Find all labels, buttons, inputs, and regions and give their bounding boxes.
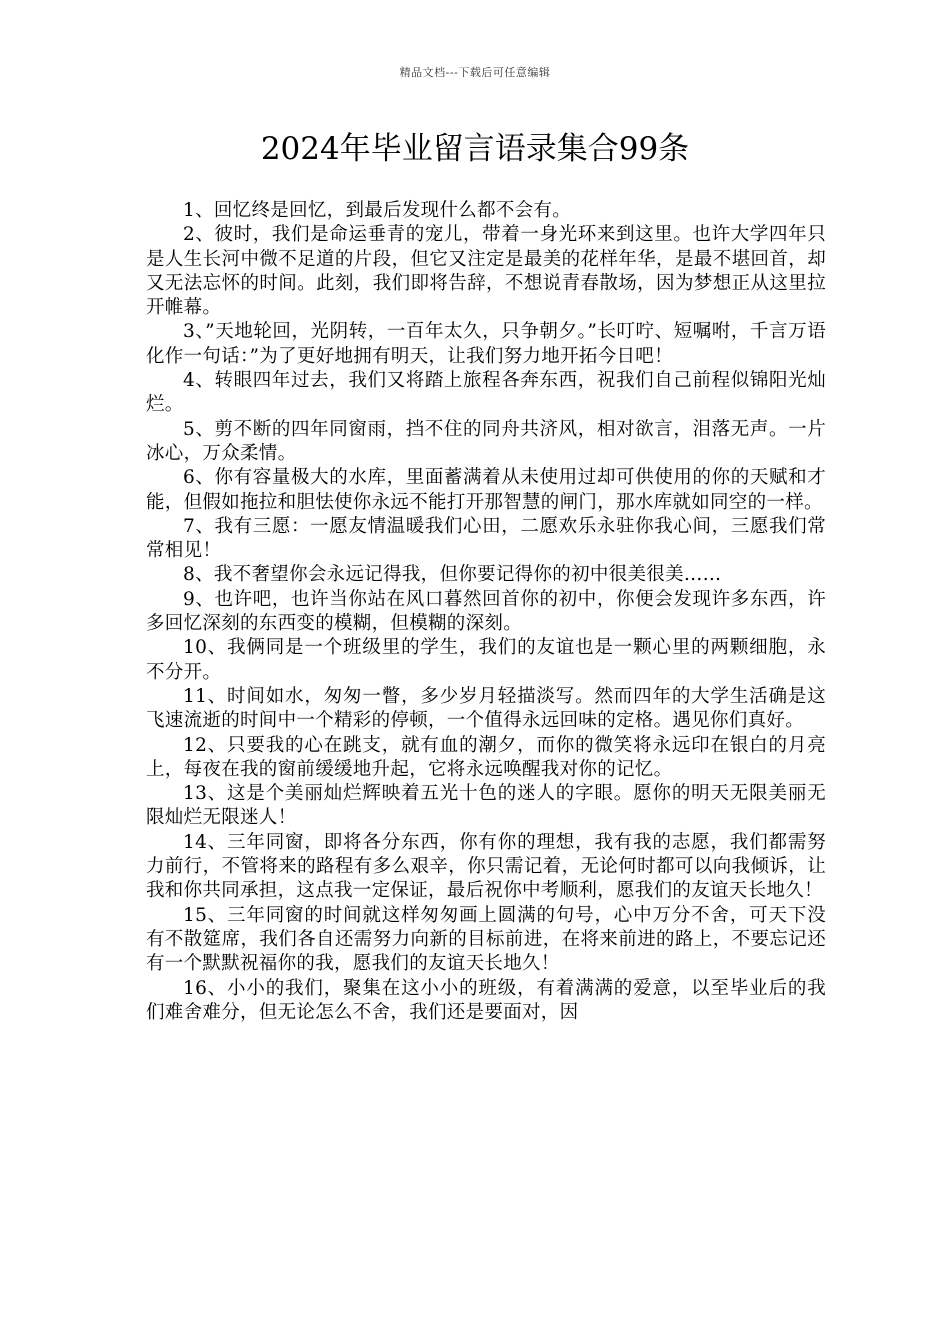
paragraph-5: 5、剪不断的四年同窗雨，挡不住的同舟共济风，相对欲言，泪落无声。一片冰心，万众柔情。: [146, 418, 826, 464]
paragraph-3: 3、”天地轮回，光阴转，一百年太久，只争朝夕。”长叮咛、短嘱咐，千言万语化作一句话：”为了更好地拥有明天，让我们努力地开拓今日吧！: [146, 321, 826, 367]
paragraph-14: 14、三年同窗，即将各分东西，你有你的理想，我有我的志愿，我们都需努力前行，不管将来的路程有多么艰辛，你只需记着，无论何时都可以向我倾诉，让我和你共同承担，这点我一定保证，最后祝你中考顺利，愿我们的友谊天长地久！: [146, 831, 826, 902]
document-title: 2024年毕业留言语录集合99条: [260, 131, 690, 167]
paragraph-16: 16、小小的我们，聚集在这小小的班级，有着满满的爱意，以至毕业后的我们难舍难分，但无论怎么不舍，我们还是要面对，因: [146, 977, 826, 1023]
paragraph-10: 10、我俩同是一个班级里的学生，我们的友谊也是一颗心里的两颗细胞，永不分开。: [146, 637, 826, 683]
header-note: 精品文档---下载后可任意编辑: [399, 66, 551, 79]
paragraph-2: 2、彼时，我们是命运垂青的宠儿，带着一身光环来到这里。也许大学四年只是人生长河中微不足道的片段，但它又注定是最美的花样年华，是最不堪回首，却又无法忘怀的时间。此刻，我们即将告辞，不想说青春散场，因为梦想正从这里拉开帷幕。: [146, 224, 826, 319]
paragraph-9: 9、也许吧，也许当你站在风口暮然回首你的初中，你便会发现许多东西，许多回忆深刻的东西变的模糊，但模糊的深刻。: [146, 588, 826, 635]
document-body: [146, 199, 826, 1025]
paragraph-7: 7、我有三愿：一愿友情温暖我们心田，二愿欢乐永驻你我心间，三愿我们常常相见！: [146, 515, 826, 562]
paragraph-4: 4、转眼四年过去，我们又将踏上旅程各奔东西，祝我们自己前程似锦阳光灿烂。: [146, 370, 826, 416]
paragraph-12: 12、只要我的心在跳支，就有血的潮夕，而你的微笑将永远印在银白的月亮上，每夜在我的窗前缓缓地升起，它将永远唤醒我对你的记忆。: [146, 734, 826, 780]
paragraph-8: 8、我不奢望你会永远记得我，但你要记得你的初中很美很美……: [183, 564, 722, 586]
paragraph-15: 15、三年同窗的时间就这样匆匆画上圆满的句号，心中万分不舍，可天下没有不散筵席，我们各自还需努力向新的目标前进，在将来前进的路上，不要忘记还有一个默默祝福你的我，愿我们的友谊天长地久！: [146, 904, 826, 975]
paragraph-11: 11、时间如水，匆匆一瞥，多少岁月轻描淡写。然而四年的大学生活确是这飞速流逝的时间中一个精彩的停顿，一个值得永远回味的定格。遇见你们真好。: [146, 685, 826, 732]
paragraph-6: 6、你有容量极大的水库，里面蓄满着从未使用过却可供使用的你的天赋和才能，但假如拖拉和胆怯使你永远不能打开那智慧的闸门，那水库就如同空的一样。: [146, 467, 826, 513]
paragraph-13: 13、这是个美丽灿烂辉映着五光十色的迷人的字眼。愿你的明天无限美丽无限灿烂无限迷人！: [146, 783, 826, 829]
paragraph-1: 1、回忆终是回忆，到最后发现什么都不会有。: [183, 200, 572, 221]
